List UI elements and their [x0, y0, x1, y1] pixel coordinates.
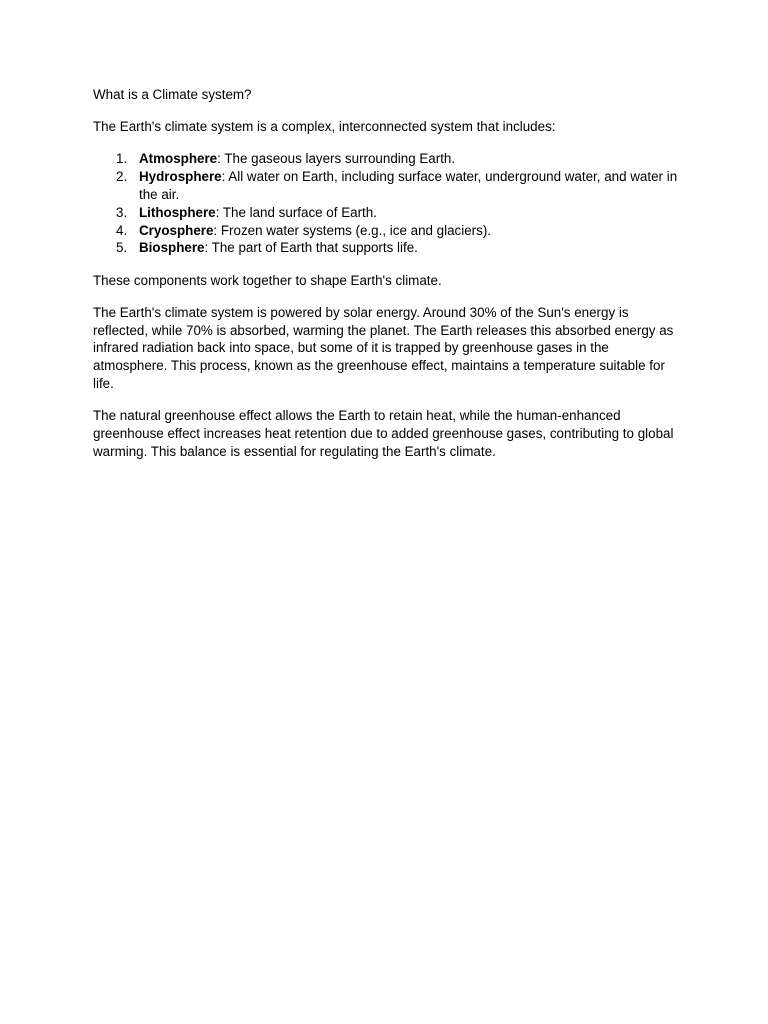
list-item-number: 4.	[116, 222, 128, 238]
climate-components-list	[93, 150, 678, 257]
list-item-number: 2.	[116, 169, 128, 185]
list-item-description: : The part of Earth that supports life.	[204, 240, 418, 256]
list-item-term: Lithosphere	[139, 204, 216, 220]
list-item-hydrosphere	[93, 168, 678, 204]
list-item-description: : All water on Earth, including surface water, underground water, and water in the air.	[139, 169, 678, 202]
document-page	[93, 86, 678, 475]
list-item-description: : Frozen water systems (e.g., ice and glaciers).	[213, 222, 492, 238]
solar-energy-paragraph: The Earth's climate system is powered by solar energy. Around 30% of the Sun's energy is reflected, while 70% is absorbed, warming the planet. The Earth releases this absorbed energy as infrared radiation back into space, but some of it is trapped by greenhouse gases in the atmosphere. This process, known as the greenhouse effect, maintains a temperature suitable for life.	[93, 304, 674, 391]
list-item-description: : The gaseous layers surrounding Earth.	[217, 151, 456, 167]
list-item-biosphere	[93, 239, 678, 257]
list-item-term: Atmosphere	[139, 151, 218, 167]
summary-paragraph: These components work together to shape Earth's climate.	[93, 272, 442, 288]
list-item-number: 1.	[116, 151, 128, 167]
list-item-atmosphere	[93, 150, 678, 168]
list-item-term: Biosphere	[139, 240, 205, 256]
list-item-lithosphere	[93, 204, 678, 222]
list-item-term: Hydrosphere	[139, 169, 222, 185]
document-heading: What is a Climate system?	[93, 87, 252, 102]
list-item-description: : The land surface of Earth.	[215, 204, 377, 220]
greenhouse-effect-paragraph: The natural greenhouse effect allows the Earth to retain heat, while the human-enhanced greenhouse effect increases heat retention due to added greenhouse gases, contributing to global warming. This balance is essential for regulating the Earth's climate.	[93, 408, 674, 459]
list-item-term: Cryosphere	[139, 222, 214, 238]
list-item-number: 3.	[116, 204, 128, 220]
list-item-cryosphere	[93, 222, 678, 240]
intro-paragraph: The Earth's climate system is a complex, interconnected system that includes:	[93, 119, 556, 135]
list-item-number: 5.	[116, 240, 128, 256]
